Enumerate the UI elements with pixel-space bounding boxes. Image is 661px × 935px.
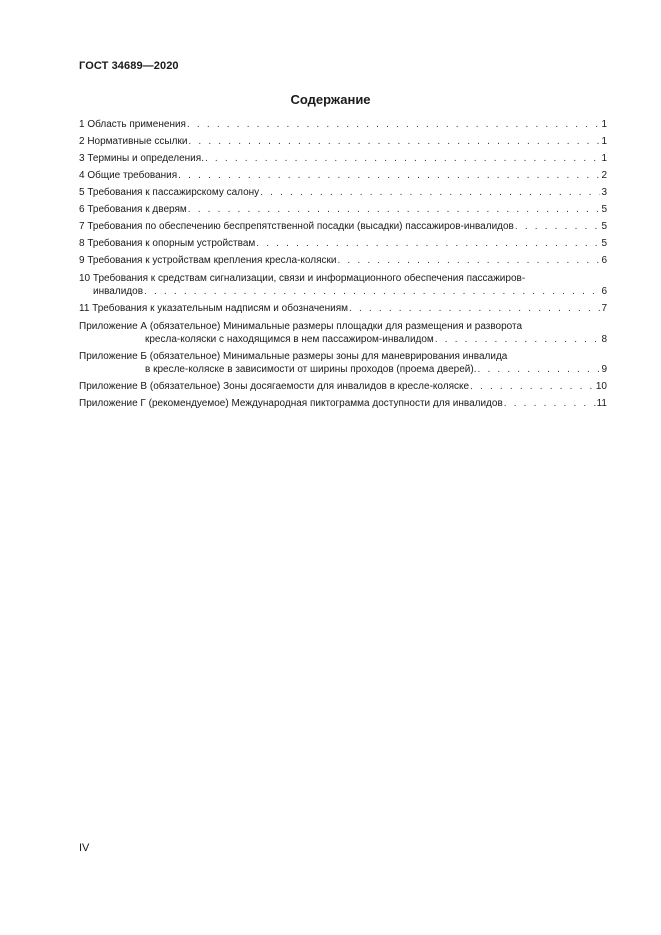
- dot-leader: [188, 135, 600, 148]
- dot-leader: [188, 203, 601, 216]
- toc-entry-text: 11 Требования к указательным надписям и обозначениям: [79, 303, 349, 314]
- toc-entry-4[interactable]: [79, 169, 607, 182]
- toc-entry-page: 1: [601, 153, 607, 164]
- dot-leader: [178, 169, 600, 182]
- toc-entry-page: 10: [595, 381, 607, 392]
- toc-title: Содержание: [290, 92, 371, 107]
- toc-entry-appendix-v[interactable]: [79, 380, 607, 393]
- toc-entry-page: 9: [601, 364, 607, 375]
- toc-entry-text: 8 Требования к опорным устройствам: [79, 238, 256, 249]
- dot-leader: [515, 220, 601, 233]
- toc-entry-text: 1 Область применения: [79, 119, 186, 130]
- toc-entry-text: Приложение Б (обязательное) Минимальные размеры зоны для маневрирования инвалида: [79, 351, 508, 362]
- dot-leader: [435, 333, 601, 346]
- toc-entry-text: 2 Нормативные ссылки: [79, 136, 188, 147]
- toc-entry-text: 7 Требования по обеспечению беспрепятственной посадки (высадки) пассажиров-инвалидов: [79, 221, 514, 232]
- toc-entry-page: 5: [601, 221, 607, 232]
- toc-entry-5[interactable]: [79, 186, 607, 199]
- toc-entry-text: 6 Требования к дверям: [79, 204, 187, 215]
- toc-entry-text: 9 Требования к устройствам крепления кресла-коляски: [79, 255, 337, 266]
- toc-entry-page: 3: [601, 187, 607, 198]
- dot-leader: [337, 254, 600, 267]
- dot-leader: [349, 302, 600, 315]
- toc-entry-page: 6: [601, 286, 607, 297]
- toc-entry-text-continued: в кресле-коляске в зависимости от ширины проходов (проема дверей).: [145, 364, 477, 375]
- toc-entry-page: 6: [601, 255, 607, 266]
- toc-entry-page: 5: [601, 238, 607, 249]
- toc-entry-text: 10 Требования к средствам сигнализации, связи и информационного обеспечения пассажиров-: [79, 273, 526, 284]
- toc-entry-text-continued: кресла-коляски с находящимся в нем пассажиром-инвалидом: [145, 334, 434, 345]
- dot-leader: [477, 363, 600, 376]
- toc-entry-page: 1: [601, 136, 607, 147]
- page-number: IV: [79, 842, 90, 854]
- toc-entry-text-continued: инвалидов: [93, 286, 143, 297]
- toc-entry-appendix-a[interactable]: [79, 320, 607, 346]
- toc-entry-appendix-g[interactable]: [79, 397, 607, 410]
- toc-entry-text: Приложение А (обязательное) Минимальные размеры площадки для размещения и разворота: [79, 321, 523, 332]
- toc-entry-page: 11: [596, 398, 607, 409]
- toc-entry-10[interactable]: [79, 272, 607, 298]
- toc-entry-11[interactable]: [79, 302, 607, 315]
- toc-entry-3[interactable]: [79, 152, 607, 165]
- toc-entry-9[interactable]: [79, 254, 607, 267]
- toc-entry-text: 5 Требования к пассажирскому салону: [79, 187, 260, 198]
- toc-entry-page: 7: [601, 303, 607, 314]
- toc-entry-7[interactable]: [79, 220, 607, 233]
- toc-entry-page: 1: [601, 119, 607, 130]
- dot-leader: [205, 152, 600, 165]
- toc-entry-text: 3 Термины и определения.: [79, 153, 204, 164]
- table-of-contents: [79, 118, 607, 414]
- document-code: ГОСТ 34689—2020: [79, 60, 179, 72]
- toc-entry-page: 8: [601, 334, 607, 345]
- toc-entry-8[interactable]: [79, 237, 607, 250]
- dot-leader: [504, 397, 596, 410]
- dot-leader: [187, 118, 600, 131]
- toc-entry-1[interactable]: [79, 118, 607, 131]
- dot-leader: [256, 237, 600, 250]
- dot-leader: [144, 285, 600, 298]
- toc-entry-page: 5: [601, 204, 607, 215]
- toc-entry-text: Приложение Г (рекомендуемое) Международная пиктограмма доступности для инвалидов: [79, 398, 503, 409]
- toc-entry-page: 2: [601, 170, 607, 181]
- toc-entry-text: Приложение В (обязательное) Зоны досягаемости для инвалидов в кресле-коляске: [79, 381, 470, 392]
- toc-entry-text: 4 Общие требования: [79, 170, 178, 181]
- toc-entry-2[interactable]: [79, 135, 607, 148]
- dot-leader: [470, 380, 595, 393]
- toc-entry-6[interactable]: [79, 203, 607, 216]
- dot-leader: [260, 186, 600, 199]
- toc-entry-appendix-b[interactable]: [79, 350, 607, 376]
